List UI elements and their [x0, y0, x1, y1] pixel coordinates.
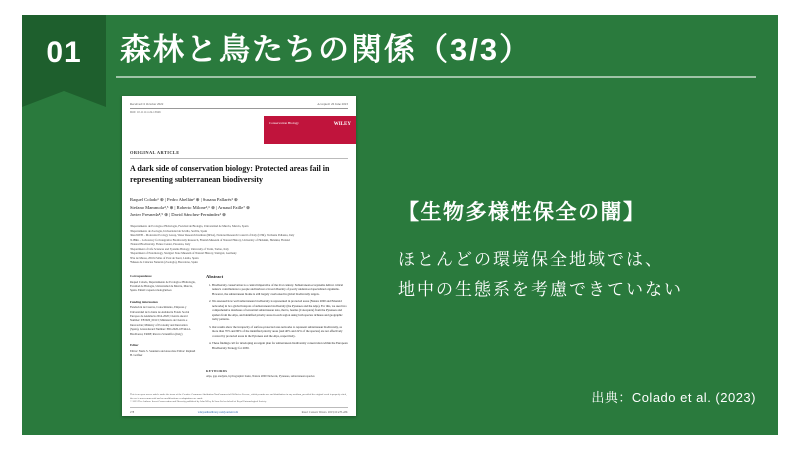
affiliation-line: ²Departamento de Zoología, Universidad de Sevilla, Sevilla, Spain	[130, 228, 208, 233]
author-line: Raquel Colado¹ ⊕ | Pedro Abellán² ⊕ | Susana Pallarés³ ⊕	[130, 197, 238, 202]
correspondence-block	[130, 274, 196, 293]
publisher-mark: WILEY	[333, 122, 351, 127]
affiliation-line: ³ResaWEB – Molecular Ecology Group, Water Research Institute (IRSA), National Research Council of Italy (CNR), Verbania Pallanza, Italy	[130, 233, 295, 237]
paper-dates	[130, 102, 348, 106]
affiliation-line: ⁷Department of Entomology, Stuttgart State Museum of Natural History, Stuttgart, Germany	[130, 251, 237, 255]
article-type: ORIGINAL ARTICLE	[130, 150, 180, 155]
paper-thumbnail	[122, 96, 356, 416]
lead-line-2: 地中の生態系を考慮できていない	[398, 280, 683, 299]
journal-url: wileyonlinelibrary.com/journal/cobi	[197, 411, 239, 414]
license-note	[130, 393, 348, 404]
slide-title: 森林と鳥たちの関係（3/3）	[120, 32, 533, 67]
footer-divider	[130, 407, 348, 408]
paper-affiliations	[130, 224, 346, 265]
affiliation-line: ⁶Department of Life Sciences and Systems Biology, University of Turin, Torino, Italy	[130, 246, 229, 251]
funding-block	[130, 300, 196, 336]
keywords-block	[206, 369, 348, 378]
page-footer	[130, 411, 348, 414]
abstract-heading: Abstract	[206, 274, 224, 279]
paper-doi: DOI: 10.1111/cobi.13946	[130, 110, 161, 114]
citation-line: Insect Conserv Divers. 2023;16:e78–e80.	[301, 411, 348, 414]
journal-name: Conservation Biology	[269, 121, 299, 125]
paper-received: Received: 6 October 2022	[130, 102, 164, 106]
title-divider	[116, 76, 756, 78]
source-citation: 出典：Colado et al. (2023)	[591, 390, 756, 405]
affiliation-line: ⁹Museu de Ciències Naturals (Zoologia), Barcelona, Spain	[130, 260, 198, 264]
abstract-item: 4. These findings call for developing an urgent plan for subterranean biodiversity conservation within the European Biodiversity Strategy for 2030.	[212, 341, 348, 350]
journal-banner	[264, 116, 356, 144]
headline: 【生物多様性保全の闇】	[398, 201, 646, 224]
section-number: 01	[46, 36, 82, 69]
editor-body: Editor: Nuria S. Saunders and Associate Editor: Raphaël H. Gräfner	[130, 348, 196, 357]
abstract-list	[206, 283, 348, 351]
paper-abstract-column	[206, 274, 348, 353]
affiliation-line: ⁸Pza de Massa, 20104 Sàlas of Pont de Suert, Lleida, Spain	[130, 255, 199, 260]
section-number-ribbon	[22, 15, 106, 91]
abstract-item: 2. We assessed how well subterranean biodiversity is represented in protected areas (Natura 2000 and Emerald networks) in two global hotspots of subterranean biodiversity (the Pyrenees and the Alps). For this, we used two comprehensive databases of terrestrial subterranean taxa, that is, beetles (Coleoptera) from the Pyrenees and spiders from the Alps, and identified priority areas in each region using both species richness and geographic rarity patterns.	[212, 299, 348, 322]
funding-heading: Funding information	[130, 299, 158, 304]
author-line: Javier Fresneda⁸,⁹ ⊕ | David Sánchez-Fernández¹ ⊕	[130, 212, 226, 218]
paper-top-divider	[130, 108, 348, 109]
paper-accepted: Accepted: 26 June 2023	[317, 102, 348, 106]
article-type-divider	[130, 158, 348, 159]
paper-authors	[130, 196, 346, 219]
funding-body: Fundación de Cuevas, Conocimiento, Empresa y Universidad de la Junta de Andalucía Fondo Social Europeo de Andalucía 2014-2020; Ciencia Award Number: EF2020_00113; Ministerio de Ciencia e Innovación; Ministry of Economy and Innovation (Spain), Grant/Award Number: PID-2020-187444-2-Biodiversa; ERDF, Ricerca Scientifica (Italy)	[130, 305, 192, 336]
correspondence-body: Raquel Colado, Departamento de Ecología e Hidrología, Facultad de Biología, Universidad de Murcia, Murcia, Spain. Email: raquel.colado@um.es	[130, 279, 196, 293]
page-number: 278	[130, 411, 135, 414]
abstract-item: 3. Our results show the incapacity of surface-protected area networks to represent subterranean biodiversity, as more than 70% and 90% of the identified priority areas (and 40% and 22% of the species) are not effectively covered by protected areas in the Pyrenees and the Alps, respectively.	[212, 325, 348, 339]
affiliation-line: ¹Departamento de Ecología e Hidrología, Facultad de Biología, Universidad de Murcia, Murcia, Spain	[130, 224, 249, 228]
editor-block	[130, 343, 196, 357]
keywords-list: Alps, gap analysis, hydrographic basin, Natura 2000 Network, Pyrenees, subterranean species	[206, 373, 315, 378]
lead-line-1: ほとんどの環境保全地域では、	[398, 250, 664, 269]
editor-heading: Editor	[130, 342, 139, 347]
copyright-text: © 2023 The Authors. Insect Conservation and Diversity published by John Wiley & Sons Ltd on behalf of Royal Entomological Society.	[130, 400, 267, 404]
keywords-heading: KEYWORDS	[206, 368, 228, 373]
abstract-item: 1. Biodiversity conservation is a central imperative of the 21st century. Subterranean ecosystems deliver critical nature's contributions to people and harbour a broad diversity of poorly understood specialized organisms. However, the subterranean biome is still largely overlooked in global biodiversity targets.	[212, 283, 348, 297]
paper-title: A dark side of conservation biology: Protected areas fail in representing subterranean biodiversity	[130, 164, 330, 184]
author-line: Stefano Mammola⁴,⁵ ⊕ | Roberto Milone³,⁶ ⊕ | Arnaud Faille⁷ ⊕	[130, 204, 250, 210]
correspondence-heading: Correspondence	[130, 274, 152, 278]
affiliation-line: ⁵Natural Biodiversity, Future Center, Piacenza, Italy	[130, 242, 191, 246]
license-text: This is an open access article under the terms of the Creative Commons Attribution-NonCommercial-NoDerivs License, which permits use and distribution in any medium, provided the original work is properly cited, the use is non-commercial and no modifications or adaptations are made.	[130, 393, 347, 400]
paper-left-column	[130, 274, 196, 364]
affiliation-line: ⁴LIBRe – Laboratory for Integrative Biodiversity Research, Finnish Museum of Natural History, University of Helsinki, Helsinki, Finland	[130, 237, 290, 242]
